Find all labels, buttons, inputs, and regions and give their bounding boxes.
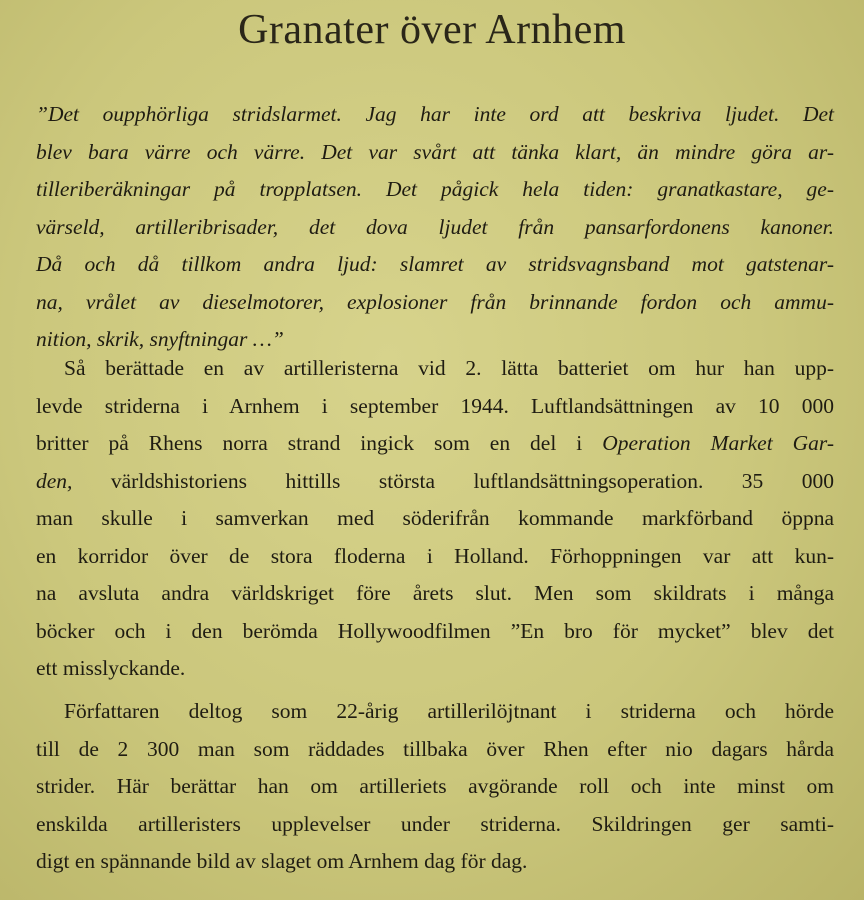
paragraph-line: enskilda artilleristers upplevelser under striderna. Skildringen ger samti- [36, 811, 834, 836]
paragraph-line: na avsluta andra världskriget före årets slut. Men som skildrats i många [36, 581, 834, 605]
text-segment: britter på Rhens norra strand ingick som en del i [36, 431, 603, 455]
author-paragraph [36, 693, 834, 881]
opening-quote [36, 96, 834, 359]
operation-name-end: den, [36, 468, 73, 493]
paragraph-line: levde striderna i Arnhem i september 1944. Luftlandsättningen av 10 000 [36, 393, 834, 418]
quote-line: värseld, artilleribrisader, det dova ljudet från pansarfordonens kanoner. [36, 214, 834, 239]
paragraph-line: en korridor över de stora floderna i Holland. Förhoppningen var att kun- [36, 543, 834, 568]
paragraph-line: digt en spännande bild av slaget om Arnhem dag för dag. [36, 849, 528, 873]
quote-line: Då och då tillkom andra ljud: slamret av stridsvagnsband mot gatstenar- [36, 252, 834, 276]
paragraph-line: man skulle i samverkan med söderifrån kommande markförband öppna [36, 506, 834, 530]
description-paragraph [36, 350, 834, 688]
book-title: Granater över Arnhem [238, 7, 626, 53]
quote-line: blev bara värre och värre. Det var svårt att tänka klart, än mindre göra ar- [36, 139, 834, 164]
quote-line: na, vrålet av dieselmotorer, explosioner från brinnande fordon och ammu- [36, 289, 834, 314]
paragraph-line: till de 2 300 man som räddades tillbaka över Rhen efter nio dagars hårda [36, 736, 834, 761]
paragraph-line [36, 425, 834, 463]
quote-line: tilleriberäkningar på tropplatsen. Det pågick hela tiden: granatkastare, ge- [36, 177, 834, 201]
paragraph-line: Så berättade en av artilleristerna vid 2. lätta batteriet om hur han upp- [64, 356, 834, 380]
paragraph-line: böcker och i den berömda Hollywoodfilmen ”En bro för mycket” blev det [36, 618, 834, 643]
paragraph-line: strider. Här berättar han om artilleriets avgörande roll och inte minst om [36, 774, 834, 798]
quote-line: nition, skrik, snyftningar …” [36, 327, 284, 351]
operation-name: Operation Market Gar- [602, 431, 835, 455]
paragraph-line: ett misslyckande. [36, 656, 186, 680]
text-segment: världshistoriens hittills största luftlandsättningsoperation. 35 000 [72, 468, 834, 493]
paragraph-line: Författaren deltog som 22-årig artillerilöjtnant i striderna och hörde [64, 699, 834, 723]
paragraph-line [36, 463, 834, 501]
quote-line: ”Det oupphörliga stridslarmet. Jag har inte ord att beskriva ljudet. Det [36, 102, 834, 126]
